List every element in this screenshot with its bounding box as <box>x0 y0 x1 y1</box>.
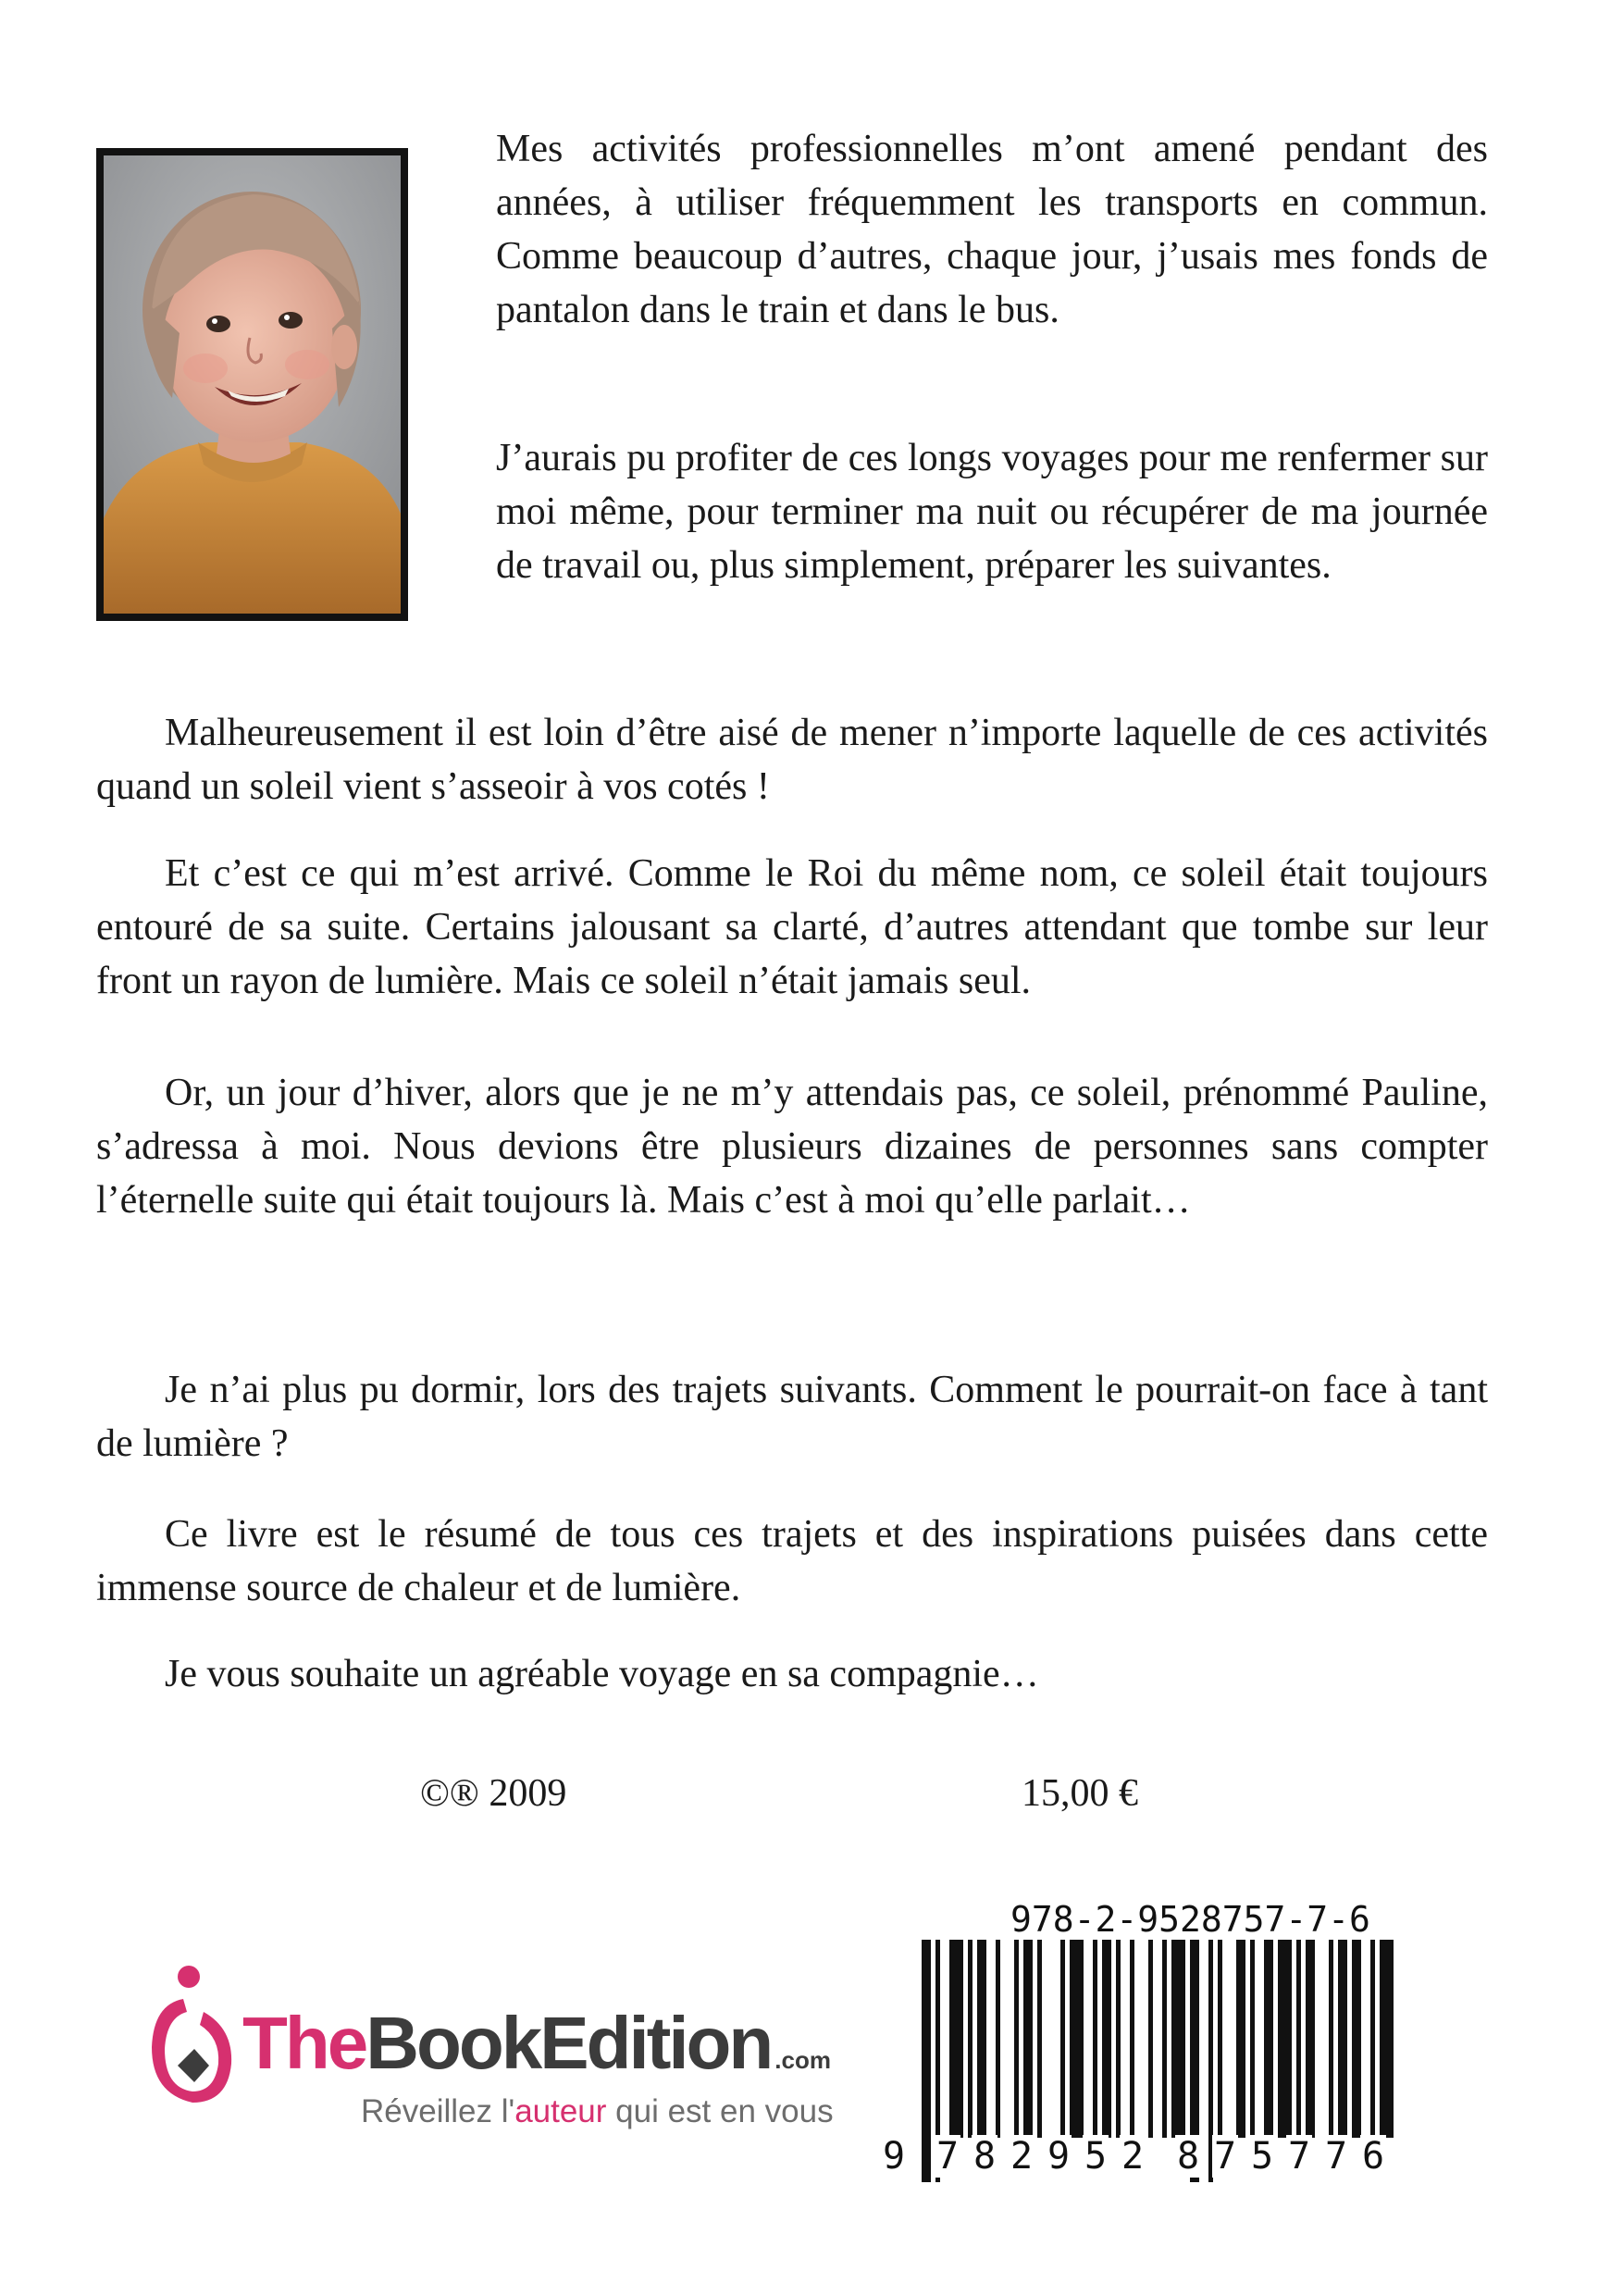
barcode-bar <box>1162 1940 1167 2138</box>
barcode-bar <box>1370 1940 1375 2138</box>
barcode-bar <box>1250 1940 1255 2138</box>
ean-digit: 5 <box>1250 2135 1274 2178</box>
ean-digit: 2 <box>1010 2135 1034 2178</box>
tagline-highlight: auteur <box>514 2093 607 2129</box>
barcode-bar <box>977 1940 986 2138</box>
barcode-bar <box>1070 1940 1084 2138</box>
ean-digit: 7 <box>935 2135 960 2178</box>
ean-digit: 7 <box>1287 2135 1311 2178</box>
intro-paragraph-1: Mes activités professionnelles m’ont amené pendant des années, à utiliser fréquemment les transports en commun. Comme beaucoup d’autres, chaque jour, j’usais mes fonds de pantalon dans le train et dans le bus. <box>496 128 1488 331</box>
barcode-bar <box>1171 1940 1185 2138</box>
barcode-bar <box>1338 1940 1347 2138</box>
isbn-barcode <box>881 1899 1408 2186</box>
tagline-part: qui est en vous <box>606 2093 834 2129</box>
barcode-bar <box>1296 1940 1301 2138</box>
barcode-bar <box>1023 1940 1033 2138</box>
logo-word-bookedition: BookEdition <box>365 2002 772 2084</box>
barcode-bar <box>1093 1940 1097 2138</box>
barcode-bar <box>1352 1940 1361 2138</box>
body-paragraph: Malheureusement il est loin d’être aisé de mener n’importe laquelle de ces activités quand un soleil vient s’asseoir à vos cotés ! <box>96 712 1488 808</box>
barcode-bar <box>1218 1940 1222 2138</box>
body-paragraph: Je n’ai plus pu dormir, lors des trajets suivants. Comment le pourrait-on face à tant de lumière ? <box>96 1369 1488 1465</box>
ean-digit: 7 <box>1324 2135 1348 2178</box>
body-paragraph: Je vous souhaite un agréable voyage en sa compagnie… <box>165 1653 1039 1695</box>
ean-digit: 8 <box>1176 2135 1200 2178</box>
child-portrait-illustration <box>96 148 408 621</box>
barcode-bar <box>1014 1940 1019 2138</box>
isbn-number: 978-2-9528757-7-6 <box>1010 1899 1370 1940</box>
body-paragraph: Ce livre est le résumé de tous ces trajets et des inspirations puisées dans cette immense source de chaleur et de lumière. <box>96 1513 1488 1609</box>
barcode-bar <box>968 1940 973 2138</box>
barcode-bar <box>949 1940 963 2138</box>
publisher-logo-wordmark <box>242 2004 831 2099</box>
copyright-notice: ©® 2009 <box>420 1772 567 1815</box>
publisher-logo <box>146 1964 834 2167</box>
barcode-bar <box>1264 1940 1273 2138</box>
ean-digit: 9 <box>882 2135 906 2178</box>
barcode-bar <box>1306 1940 1315 2138</box>
logo-word-dotcom: .com <box>774 2046 831 2074</box>
ean-digit: 2 <box>1121 2135 1145 2178</box>
publisher-tagline <box>361 2093 834 2130</box>
ean-digit: 9 <box>1047 2135 1071 2178</box>
ean-digit: 5 <box>1084 2135 1108 2178</box>
body-paragraph: Et c’est ce qui m’est arrivé. Comme le Roi du même nom, ce soleil était toujours entouré de sa suite. Certains jalousant sa clarté, d’autres attendant que tombe sur leur front un rayon de lumière. Mais ce soleil n’était jamais seul. <box>96 852 1488 1002</box>
barcode-bar <box>922 1940 931 2182</box>
intro-paragraph-2: J’aurais pu profiter de ces longs voyages pour me renfermer sur moi même, pour terminer ma nuit ou récupérer de ma journée de travail ou, plus simplement, préparer les suivantes. <box>496 437 1488 587</box>
ean-digit: 6 <box>1361 2135 1385 2178</box>
price-label: 15,00 € <box>1022 1772 1138 1815</box>
author-child-photo <box>96 148 408 621</box>
barcode-bar <box>1116 1940 1121 2138</box>
ean-digit: 8 <box>973 2135 997 2178</box>
publisher-logo-icon <box>146 1964 237 2108</box>
ean-digit: 7 <box>1213 2135 1237 2178</box>
barcode-bar <box>1329 1940 1333 2138</box>
barcode-bar <box>1278 1940 1292 2138</box>
logo-word-the: The <box>242 2002 366 2084</box>
barcode-bar <box>1037 1940 1042 2138</box>
barcode-bar <box>1236 1940 1245 2138</box>
barcode-bar <box>1380 1940 1394 2138</box>
tagline-part: Réveillez l' <box>361 2093 515 2129</box>
body-paragraph: Or, un jour d’hiver, alors que je ne m’y attendais pas, ce soleil, prénommé Pauline, s’adressa à moi. Nous devions être plusieurs dizaines de personnes sans compter l’éternelle suite qui était toujours là. Mais c’est à moi qu’elle parlait… <box>96 1072 1488 1222</box>
barcode-bar <box>1130 1940 1134 2138</box>
barcode-bar <box>1102 1940 1111 2138</box>
barcode-bar <box>1060 1940 1065 2138</box>
barcode-bar <box>1148 1940 1153 2138</box>
barcode-bar <box>996 1940 1000 2138</box>
